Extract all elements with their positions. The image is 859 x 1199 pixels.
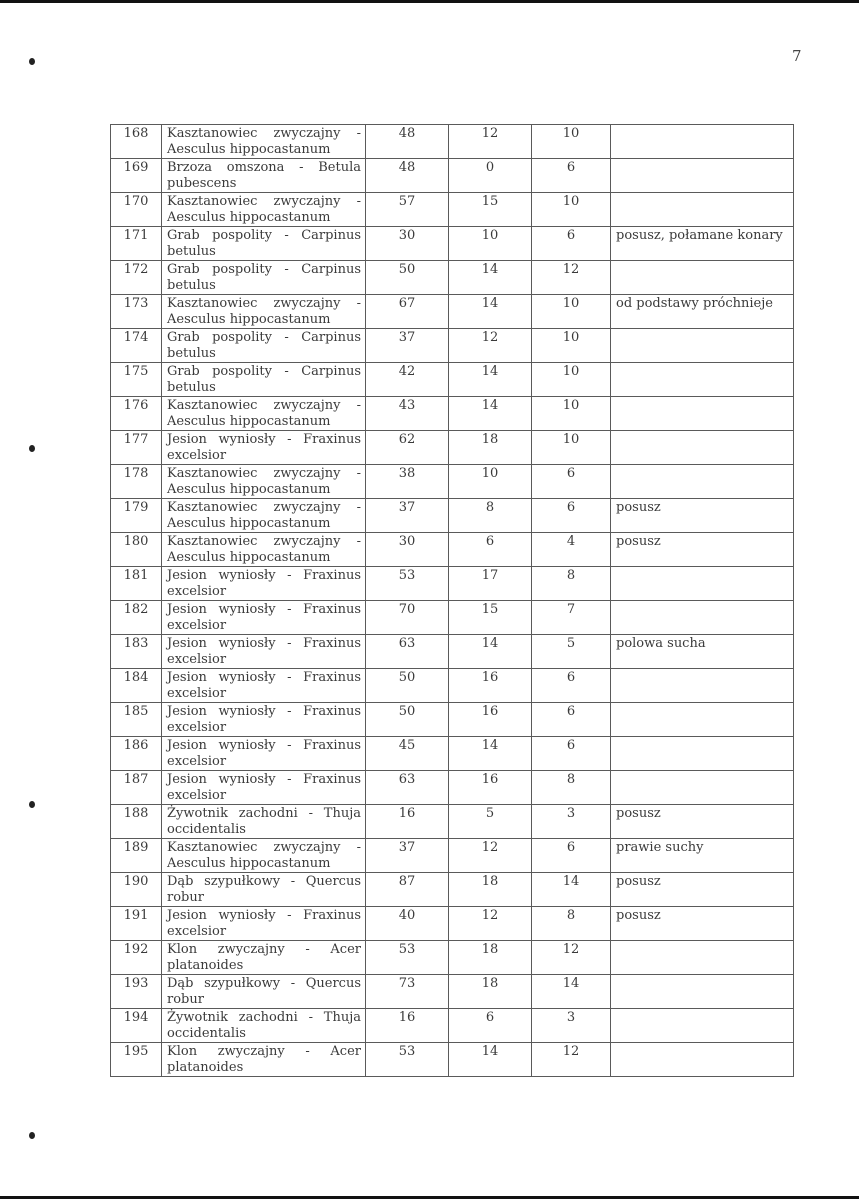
table-row: [111, 601, 794, 635]
crown-cell: 5: [532, 635, 611, 669]
remarks-cell: polowa sucha: [611, 635, 794, 669]
table-row: [111, 805, 794, 839]
tree-number-cell: 177: [111, 431, 162, 465]
crown-cell: 12: [532, 1043, 611, 1077]
height-cell: 17: [449, 567, 532, 601]
page-number: 7: [792, 47, 802, 65]
species-cell: Żywotnik zachodni - Thuja occidentalis: [162, 1009, 366, 1043]
remarks-cell: [611, 975, 794, 1009]
trunk-measure-cell: 30: [366, 533, 449, 567]
tree-number-cell: 173: [111, 295, 162, 329]
remarks-cell: prawie suchy: [611, 839, 794, 873]
table-row: [111, 907, 794, 941]
table-row: [111, 261, 794, 295]
species-cell: Kasztanowiec zwyczajny - Aesculus hippocastanum: [162, 465, 366, 499]
species-cell: Klon zwyczajny - Acer platanoides: [162, 941, 366, 975]
tree-number-cell: 168: [111, 125, 162, 159]
trunk-measure-cell: 50: [366, 669, 449, 703]
tree-number-cell: 176: [111, 397, 162, 431]
species-cell: Kasztanowiec zwyczajny - Aesculus hippocastanum: [162, 397, 366, 431]
crown-cell: 10: [532, 125, 611, 159]
punch-hole-mark: [29, 1132, 35, 1139]
crown-cell: 6: [532, 737, 611, 771]
crown-cell: 12: [532, 261, 611, 295]
remarks-cell: [611, 125, 794, 159]
crown-cell: 6: [532, 227, 611, 261]
remarks-cell: posusz: [611, 805, 794, 839]
height-cell: 8: [449, 499, 532, 533]
remarks-cell: posusz: [611, 907, 794, 941]
species-cell: Grab pospolity - Carpinus betulus: [162, 329, 366, 363]
remarks-cell: [611, 737, 794, 771]
table-row: [111, 465, 794, 499]
height-cell: 5: [449, 805, 532, 839]
crown-cell: 10: [532, 329, 611, 363]
species-cell: Grab pospolity - Carpinus betulus: [162, 227, 366, 261]
table-row: [111, 431, 794, 465]
table-row: [111, 1009, 794, 1043]
table-row: [111, 227, 794, 261]
crown-cell: 10: [532, 363, 611, 397]
table-row: [111, 295, 794, 329]
species-cell: Kasztanowiec zwyczajny - Aesculus hippocastanum: [162, 839, 366, 873]
crown-cell: 10: [532, 431, 611, 465]
species-cell: Jesion wyniosły - Fraxinus excelsior: [162, 703, 366, 737]
height-cell: 12: [449, 125, 532, 159]
trunk-measure-cell: 45: [366, 737, 449, 771]
punch-hole-mark: [29, 58, 35, 65]
trunk-measure-cell: 37: [366, 499, 449, 533]
tree-number-cell: 182: [111, 601, 162, 635]
trunk-measure-cell: 57: [366, 193, 449, 227]
height-cell: 16: [449, 771, 532, 805]
tree-number-cell: 192: [111, 941, 162, 975]
remarks-cell: [611, 703, 794, 737]
species-cell: Kasztanowiec zwyczajny - Aesculus hippocastanum: [162, 295, 366, 329]
tree-number-cell: 174: [111, 329, 162, 363]
tree-number-cell: 178: [111, 465, 162, 499]
trunk-measure-cell: 62: [366, 431, 449, 465]
height-cell: 14: [449, 397, 532, 431]
height-cell: 6: [449, 533, 532, 567]
crown-cell: 6: [532, 703, 611, 737]
remarks-cell: od podstawy próchnieje: [611, 295, 794, 329]
height-cell: 14: [449, 261, 532, 295]
trunk-measure-cell: 63: [366, 635, 449, 669]
species-cell: Grab pospolity - Carpinus betulus: [162, 261, 366, 295]
tree-number-cell: 184: [111, 669, 162, 703]
remarks-cell: [611, 771, 794, 805]
table-row: [111, 397, 794, 431]
remarks-cell: [611, 1009, 794, 1043]
punch-hole-mark: [29, 801, 35, 808]
table-row: [111, 567, 794, 601]
species-cell: Brzoza omszona - Betula pubescens: [162, 159, 366, 193]
species-cell: Jesion wyniosły - Fraxinus excelsior: [162, 669, 366, 703]
species-cell: Kasztanowiec zwyczajny - Aesculus hippocastanum: [162, 125, 366, 159]
height-cell: 15: [449, 193, 532, 227]
height-cell: 6: [449, 1009, 532, 1043]
species-cell: Kasztanowiec zwyczajny - Aesculus hippocastanum: [162, 193, 366, 227]
species-cell: Jesion wyniosły - Fraxinus excelsior: [162, 601, 366, 635]
tree-number-cell: 187: [111, 771, 162, 805]
table-row: [111, 669, 794, 703]
tree-number-cell: 195: [111, 1043, 162, 1077]
height-cell: 18: [449, 431, 532, 465]
table-row: [111, 533, 794, 567]
height-cell: 14: [449, 635, 532, 669]
trunk-measure-cell: 67: [366, 295, 449, 329]
remarks-cell: [611, 329, 794, 363]
trunk-measure-cell: 53: [366, 1043, 449, 1077]
height-cell: 0: [449, 159, 532, 193]
table-row: [111, 873, 794, 907]
height-cell: 10: [449, 227, 532, 261]
table-row: [111, 329, 794, 363]
tree-inventory-table: [110, 124, 794, 1077]
species-cell: Jesion wyniosły - Fraxinus excelsior: [162, 635, 366, 669]
height-cell: 12: [449, 839, 532, 873]
tree-number-cell: 194: [111, 1009, 162, 1043]
trunk-measure-cell: 37: [366, 329, 449, 363]
table-row: [111, 941, 794, 975]
trunk-measure-cell: 30: [366, 227, 449, 261]
table-row: [111, 1043, 794, 1077]
trunk-measure-cell: 70: [366, 601, 449, 635]
trunk-measure-cell: 73: [366, 975, 449, 1009]
tree-number-cell: 183: [111, 635, 162, 669]
crown-cell: 8: [532, 771, 611, 805]
tree-number-cell: 171: [111, 227, 162, 261]
species-cell: Jesion wyniosły - Fraxinus excelsior: [162, 567, 366, 601]
height-cell: 18: [449, 975, 532, 1009]
remarks-cell: [611, 431, 794, 465]
trunk-measure-cell: 40: [366, 907, 449, 941]
height-cell: 12: [449, 907, 532, 941]
trunk-measure-cell: 50: [366, 703, 449, 737]
tree-number-cell: 185: [111, 703, 162, 737]
remarks-cell: [611, 669, 794, 703]
table-row: [111, 635, 794, 669]
height-cell: 14: [449, 737, 532, 771]
crown-cell: 4: [532, 533, 611, 567]
crown-cell: 8: [532, 907, 611, 941]
height-cell: 10: [449, 465, 532, 499]
table-row: [111, 159, 794, 193]
table-row: [111, 737, 794, 771]
crown-cell: 10: [532, 295, 611, 329]
remarks-cell: [611, 363, 794, 397]
punch-hole-mark: [29, 445, 35, 452]
tree-number-cell: 172: [111, 261, 162, 295]
table-row: [111, 193, 794, 227]
tree-number-cell: 189: [111, 839, 162, 873]
remarks-cell: [611, 465, 794, 499]
height-cell: 16: [449, 703, 532, 737]
crown-cell: 6: [532, 159, 611, 193]
crown-cell: 14: [532, 975, 611, 1009]
trunk-measure-cell: 63: [366, 771, 449, 805]
crown-cell: 10: [532, 193, 611, 227]
remarks-cell: posusz: [611, 533, 794, 567]
remarks-cell: [611, 1043, 794, 1077]
table-row: [111, 975, 794, 1009]
table-row: [111, 771, 794, 805]
tree-number-cell: 170: [111, 193, 162, 227]
trunk-measure-cell: 43: [366, 397, 449, 431]
crown-cell: 10: [532, 397, 611, 431]
crown-cell: 3: [532, 1009, 611, 1043]
crown-cell: 6: [532, 669, 611, 703]
remarks-cell: posusz: [611, 499, 794, 533]
height-cell: 12: [449, 329, 532, 363]
height-cell: 18: [449, 941, 532, 975]
trunk-measure-cell: 48: [366, 125, 449, 159]
tree-number-cell: 186: [111, 737, 162, 771]
crown-cell: 12: [532, 941, 611, 975]
species-cell: Jesion wyniosły - Fraxinus excelsior: [162, 907, 366, 941]
tree-number-cell: 181: [111, 567, 162, 601]
species-cell: Klon zwyczajny - Acer platanoides: [162, 1043, 366, 1077]
height-cell: 14: [449, 363, 532, 397]
height-cell: 15: [449, 601, 532, 635]
remarks-cell: [611, 567, 794, 601]
species-cell: Kasztanowiec zwyczajny - Aesculus hippocastanum: [162, 499, 366, 533]
table-row: [111, 499, 794, 533]
crown-cell: 8: [532, 567, 611, 601]
table-row: [111, 839, 794, 873]
height-cell: 14: [449, 295, 532, 329]
crown-cell: 6: [532, 839, 611, 873]
crown-cell: 6: [532, 499, 611, 533]
trunk-measure-cell: 16: [366, 1009, 449, 1043]
crown-cell: 7: [532, 601, 611, 635]
species-cell: Grab pospolity - Carpinus betulus: [162, 363, 366, 397]
trunk-measure-cell: 48: [366, 159, 449, 193]
crown-cell: 3: [532, 805, 611, 839]
species-cell: Dąb szypułkowy - Quercus robur: [162, 975, 366, 1009]
tree-number-cell: 175: [111, 363, 162, 397]
crown-cell: 6: [532, 465, 611, 499]
remarks-cell: [611, 193, 794, 227]
height-cell: 18: [449, 873, 532, 907]
tree-number-cell: 193: [111, 975, 162, 1009]
trunk-measure-cell: 53: [366, 941, 449, 975]
species-cell: Dąb szypułkowy - Quercus robur: [162, 873, 366, 907]
trunk-measure-cell: 37: [366, 839, 449, 873]
tree-number-cell: 169: [111, 159, 162, 193]
trunk-measure-cell: 42: [366, 363, 449, 397]
tree-number-cell: 191: [111, 907, 162, 941]
trunk-measure-cell: 38: [366, 465, 449, 499]
species-cell: Żywotnik zachodni - Thuja occidentalis: [162, 805, 366, 839]
remarks-cell: [611, 261, 794, 295]
remarks-cell: [611, 159, 794, 193]
crown-cell: 14: [532, 873, 611, 907]
trunk-measure-cell: 87: [366, 873, 449, 907]
remarks-cell: posusz, połamane konary: [611, 227, 794, 261]
trunk-measure-cell: 53: [366, 567, 449, 601]
tree-number-cell: 190: [111, 873, 162, 907]
tree-number-cell: 180: [111, 533, 162, 567]
remarks-cell: [611, 941, 794, 975]
height-cell: 14: [449, 1043, 532, 1077]
tree-number-cell: 179: [111, 499, 162, 533]
remarks-cell: posusz: [611, 873, 794, 907]
remarks-cell: [611, 397, 794, 431]
remarks-cell: [611, 601, 794, 635]
table-row: [111, 703, 794, 737]
trunk-measure-cell: 50: [366, 261, 449, 295]
species-cell: Jesion wyniosły - Fraxinus excelsior: [162, 737, 366, 771]
table-row: [111, 363, 794, 397]
height-cell: 16: [449, 669, 532, 703]
trunk-measure-cell: 16: [366, 805, 449, 839]
species-cell: Jesion wyniosły - Fraxinus excelsior: [162, 431, 366, 465]
table-row: [111, 125, 794, 159]
species-cell: Kasztanowiec zwyczajny - Aesculus hippocastanum: [162, 533, 366, 567]
tree-number-cell: 188: [111, 805, 162, 839]
species-cell: Jesion wyniosły - Fraxinus excelsior: [162, 771, 366, 805]
